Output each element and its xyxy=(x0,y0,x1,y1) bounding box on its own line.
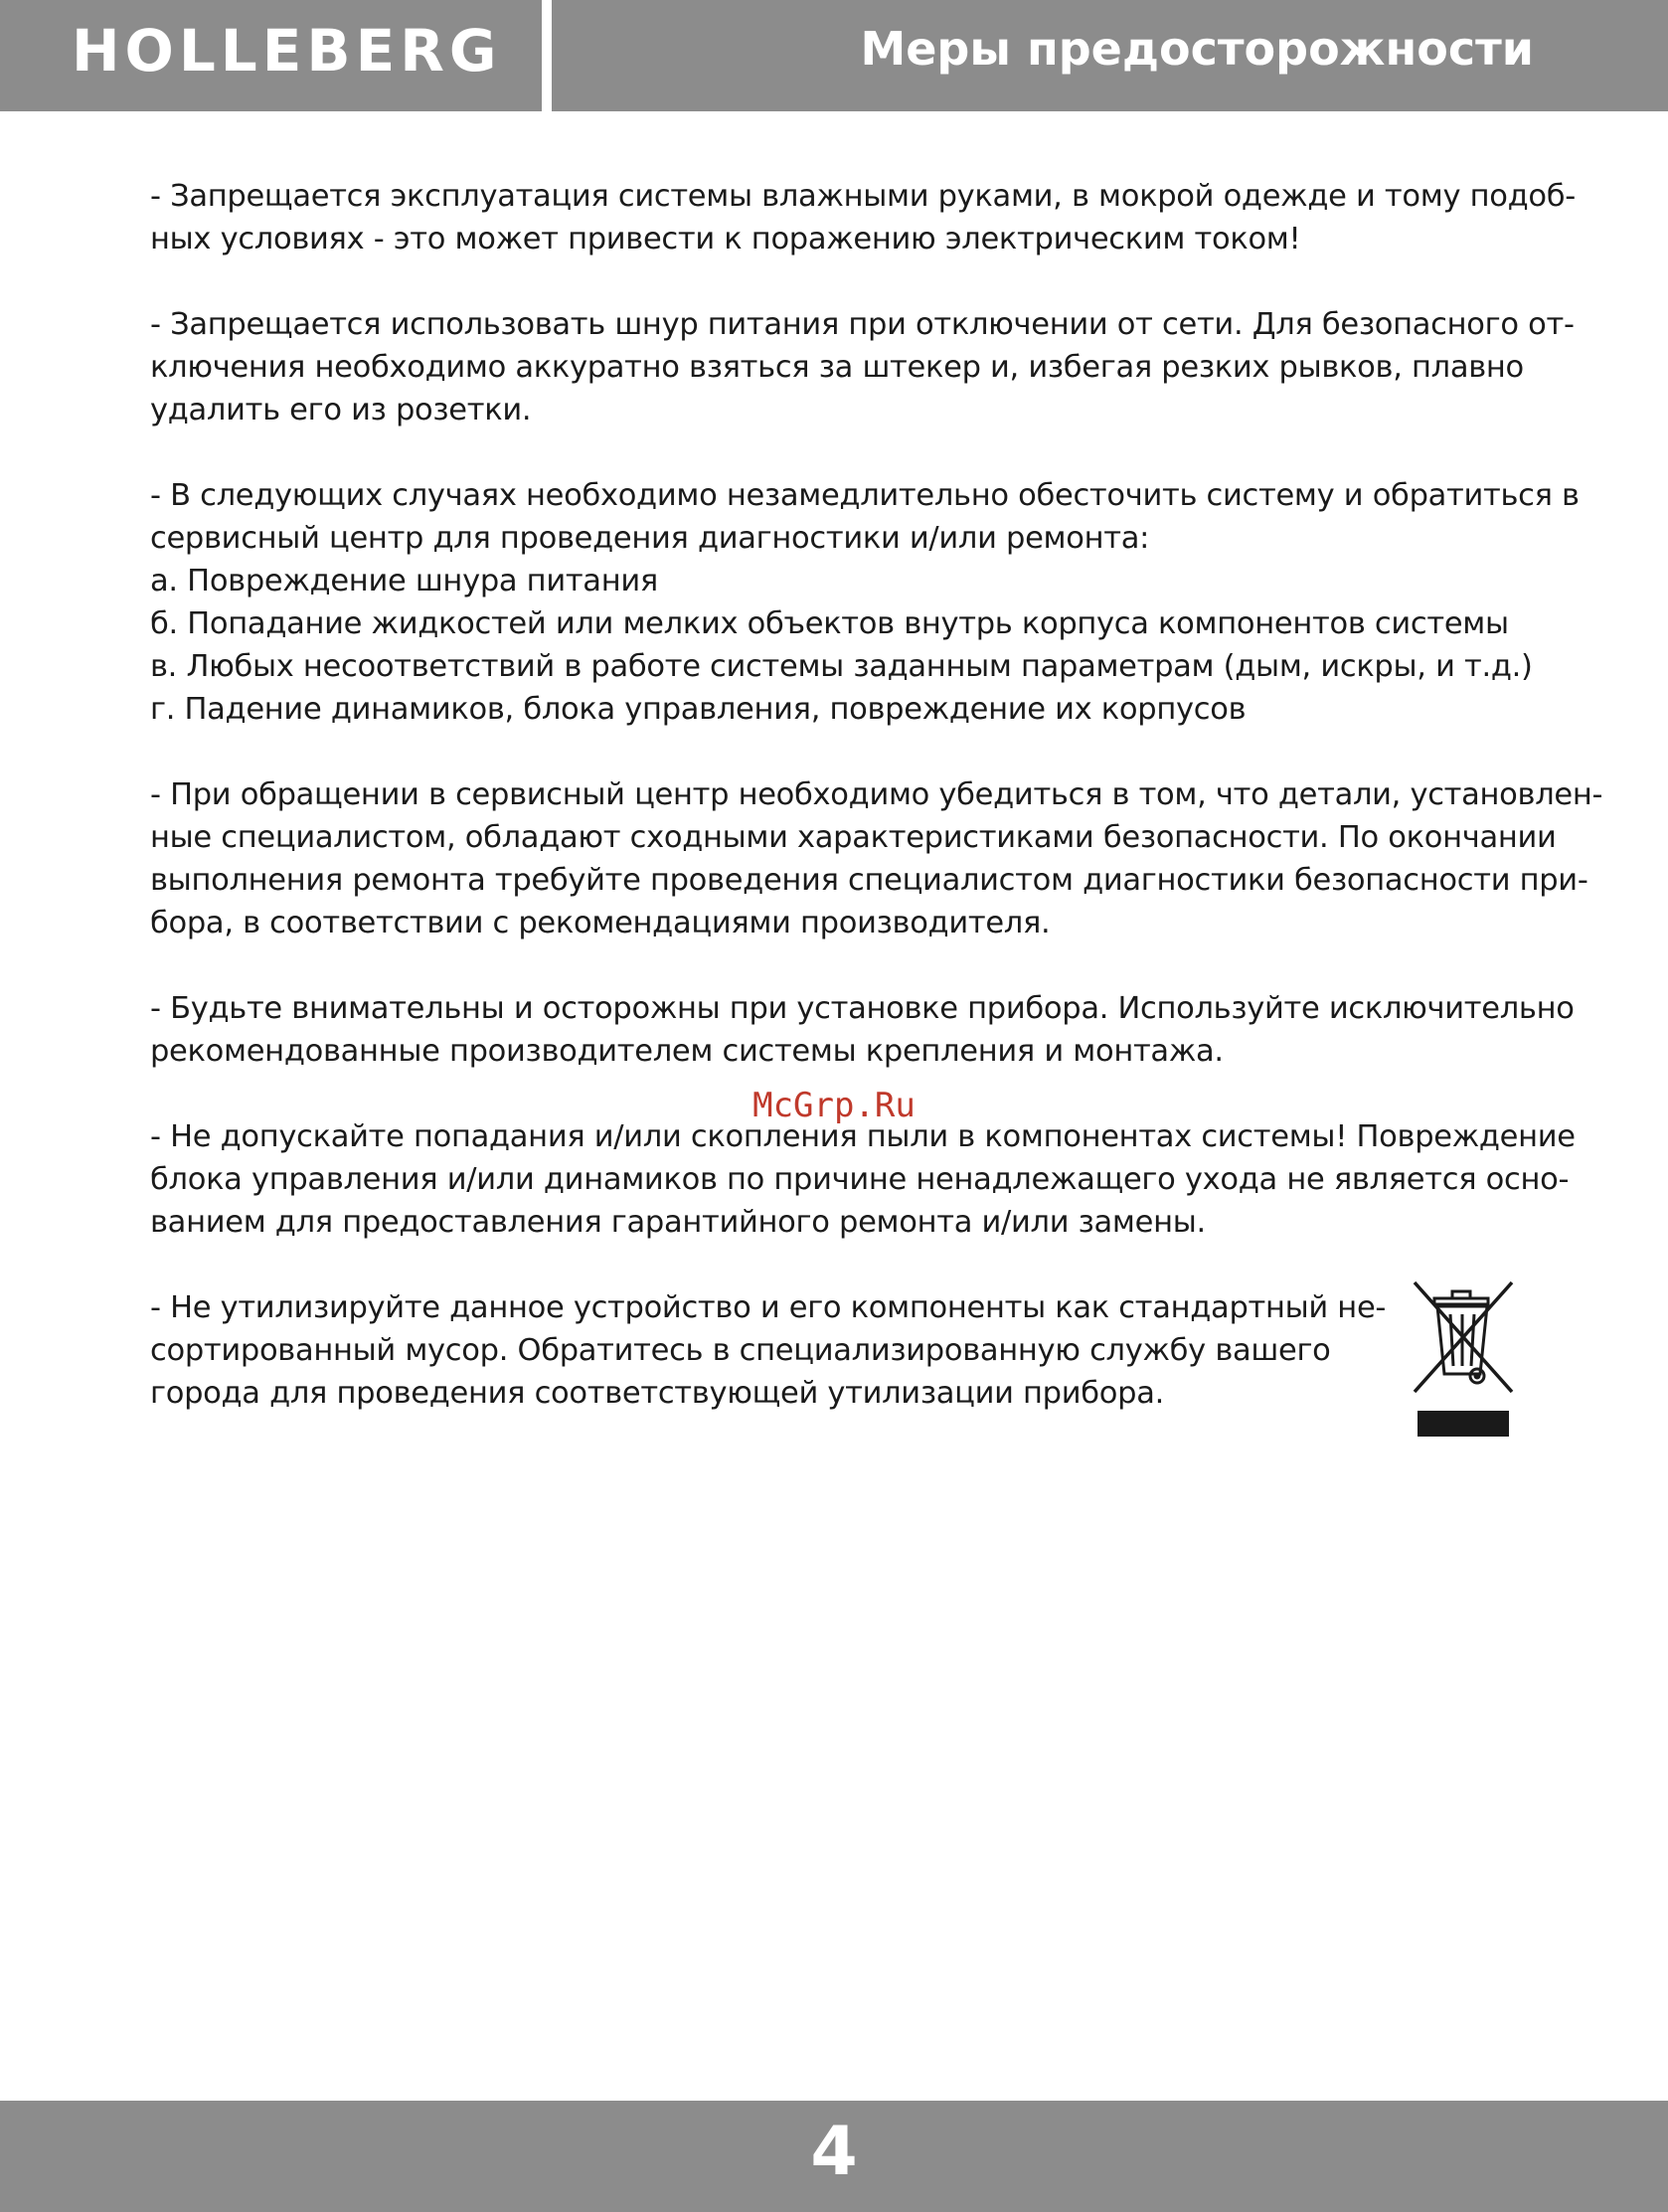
list-item: в. Любых несоответствий в работе системы заданным параметрам (дым, искры, и т.д.) xyxy=(150,649,1533,684)
text-line: - Не утилизируйте данное устройство и его компоненты как стандартный не- xyxy=(150,1290,1387,1325)
page-number: 4 xyxy=(810,2113,858,2191)
paragraph-service-center xyxy=(150,773,1603,944)
text-line: сортированный мусор. Обратитесь в специализированную службу вашего xyxy=(150,1333,1331,1368)
page-header xyxy=(0,0,1668,111)
text-line: - Будьте внимательны и осторожны при установке прибора. Используйте исключительно xyxy=(150,991,1575,1026)
text-line: - Не допускайте попадания и/или скопления пыли в компонентах системы! Повреждение xyxy=(150,1119,1576,1154)
text-line: удалить его из розетки. xyxy=(150,393,532,427)
page-footer xyxy=(0,2101,1668,2212)
text-line: выполнения ремонта требуйте проведения специалистом диагностики безопасности при- xyxy=(150,863,1588,898)
safety-precautions-content xyxy=(150,175,1603,1457)
paragraph-service-cases xyxy=(150,474,1580,731)
text-line: бора, в соответствии с рекомендациями производителя. xyxy=(150,906,1051,940)
paragraph-power-cord xyxy=(150,303,1575,431)
text-line: - Запрещается использовать шнур питания при отключении от сети. Для безопасного от- xyxy=(150,307,1575,342)
watermark: McGrp.Ru xyxy=(752,1086,916,1125)
text-line: ные специалистом, обладают сходными характеристиками безопасности. По окончании xyxy=(150,820,1557,855)
crossed-out-wheelie-bin-icon xyxy=(1405,1280,1519,1440)
text-line: ванием для предоставления гарантийного ремонта и/или замены. xyxy=(150,1205,1206,1240)
section-title-box xyxy=(552,0,1668,111)
text-line: ключения необходимо аккуратно взяться за штекер и, избегая резких рывков, плавно xyxy=(150,350,1524,385)
list-item: б. Попадание жидкостей или мелких объектов внутрь корпуса компонентов системы xyxy=(150,606,1509,641)
text-line: сервисный центр для проведения диагностики и/или ремонта: xyxy=(150,521,1150,556)
brand-logo: HOLLEBERG xyxy=(72,17,502,85)
paragraph-installation xyxy=(150,987,1575,1073)
text-line: - При обращении в сервисный центр необходимо убедиться в том, что детали, установлен- xyxy=(150,777,1603,812)
paragraph-disposal xyxy=(150,1286,1572,1415)
text-line: блока управления и/или динамиков по причине ненадлежащего ухода не является осно- xyxy=(150,1162,1570,1197)
paragraph-wet-hands xyxy=(150,175,1576,260)
section-title: Меры предосторожности xyxy=(860,22,1534,76)
text-line: города для проведения соответствующей утилизации прибора. xyxy=(150,1376,1164,1411)
text-line: - Запрещается эксплуатация системы влажными руками, в мокрой одежде и тому подоб- xyxy=(150,179,1576,214)
text-line: ных условиях - это может привести к поражению электрическим током! xyxy=(150,222,1301,256)
paragraph-dust xyxy=(150,1115,1576,1244)
text-line: рекомендованные производителем системы крепления и монтажа. xyxy=(150,1034,1224,1069)
list-item: г. Падение динамиков, блока управления, повреждение их корпусов xyxy=(150,692,1247,727)
brand-logo-box xyxy=(0,0,542,111)
text-line: - В следующих случаях необходимо незамедлительно обесточить систему и обратиться в xyxy=(150,478,1580,513)
list-item: а. Повреждение шнура питания xyxy=(150,564,658,598)
